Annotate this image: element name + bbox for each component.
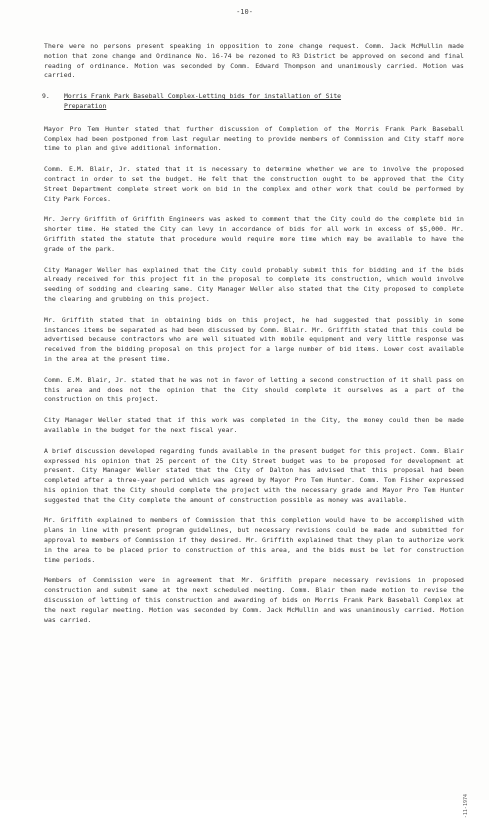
paragraph: City Manager Weller has explained that the City could probably submit this for bidding and if the bids already received for this project fit in the proposal to complete its construction, which would involve seeding of sodding and clearing same. City Manager Weller also stated that the City proposed to complete the clearing and grubbing on this project. — [44, 265, 464, 303]
paragraph: City Manager Weller stated that if this work was completed in the City, the money could then be made available in the budget for the next fiscal year. — [44, 416, 464, 434]
document-body — [44, 42, 464, 636]
paragraph: Comm. E.M. Blair, Jr. stated that he was not in favor of letting a second construction of it shall pass on this area and does not the opinion that the City should complete it ourselves as a part of the construction on this project. — [44, 375, 464, 404]
agenda-item-number: 9. — [42, 92, 50, 101]
paragraph: Comm. E.M. Blair, Jr. stated that it is necessary to determine whether we are to involve the proposed contract in order to set the budget. He felt that the construction ought to be approved that the City Street Department complete street work on bid in the complex and other work that could be performed by City Park Forces. — [44, 165, 464, 203]
agenda-item-title-line2: Preparation — [64, 101, 107, 110]
agenda-item-heading — [42, 92, 464, 112]
paragraph: A brief discussion developed regarding funds available in the present budget for this project. Comm. Blair expressed his opinion that 25 percent of the City Street budget was to be proposed for development at present. City Manager Weller stated that the City of Dalton has advised that this proposal had been completed after a three-year period which was agreed by Mayor Pro Tem Hunter. Comm. Tom Fisher expressed his opinion that the City should complete the project with the necessary grade and Mayor Pro Tem Hunter suggested that the City complete the amount of construction possible as money was available. — [44, 446, 464, 504]
page-number: -10- — [236, 8, 253, 16]
paragraph-intro: There were no persons present speaking in opposition to zone change request. Comm. Jack McMullin made motion that zone change and Ordinance No. 16-74 be rezoned to R3 District be approved on second and final reading of ordinance. Motion was seconded by Comm. Edward Thompson and unanimously carried. Motion was carried. — [44, 42, 464, 80]
paragraph: Mayor Pro Tem Hunter stated that further discussion of Completion of the Morris Frank Park Baseball Complex had been postponed from last regular meeting to provide members of Commission and City staff more time to plan and give additional information. — [44, 124, 464, 153]
paragraph: Mr. Griffith explained to members of Commission that this completion would have to be accomplished with plans in line with present program guidelines, but necessary revisions could be made and submitted for approval to members of Commission if they desired. Mr. Griffith explained that they plan to authorize work in the area to be placed prior to construction of this area, and the bids must be let for construction time periods. — [44, 516, 464, 564]
agenda-item-title — [64, 92, 464, 112]
agenda-item-title-line1: Morris Frank Park Baseball Complex-Letting bids for installation of Site — [64, 92, 342, 101]
paragraph: Mr. Griffith stated that in obtaining bids on this project, he had suggested that possibly in some instances items be separated as had been discussed by Comm. Blair. Mr. Griffith stated that this could be advertised because contractors who are well situated with mobile equipment and very little response was received from the bidding proposal on this project for a large number of bid items. Lower cost available in the area at the present time. — [44, 315, 464, 363]
paragraph: Members of Commission were in agreement that Mr. Griffith prepare necessary revisions in proposed construction and submit same at the next scheduled meeting. Comm. Blair then made motion to revise the discussion of letting of this construction and awarding of bids on Morris Frank Park Baseball Complex at the next regular meeting. Motion was seconded by Comm. Jack McMullin and was unanimously carried. Motion was carried. — [44, 576, 464, 624]
paragraph: Mr. Jerry Griffith of Griffith Engineers was asked to comment that the City could do the complete bid in shorter time. He stated the City can levy in accordance of bids for all work in excess of $5,000. Mr. Griffith stated the statute that procedure would require more time which may be available to have the grade of the park. — [44, 215, 464, 253]
page-stamp: -11-1974 — [463, 794, 469, 818]
